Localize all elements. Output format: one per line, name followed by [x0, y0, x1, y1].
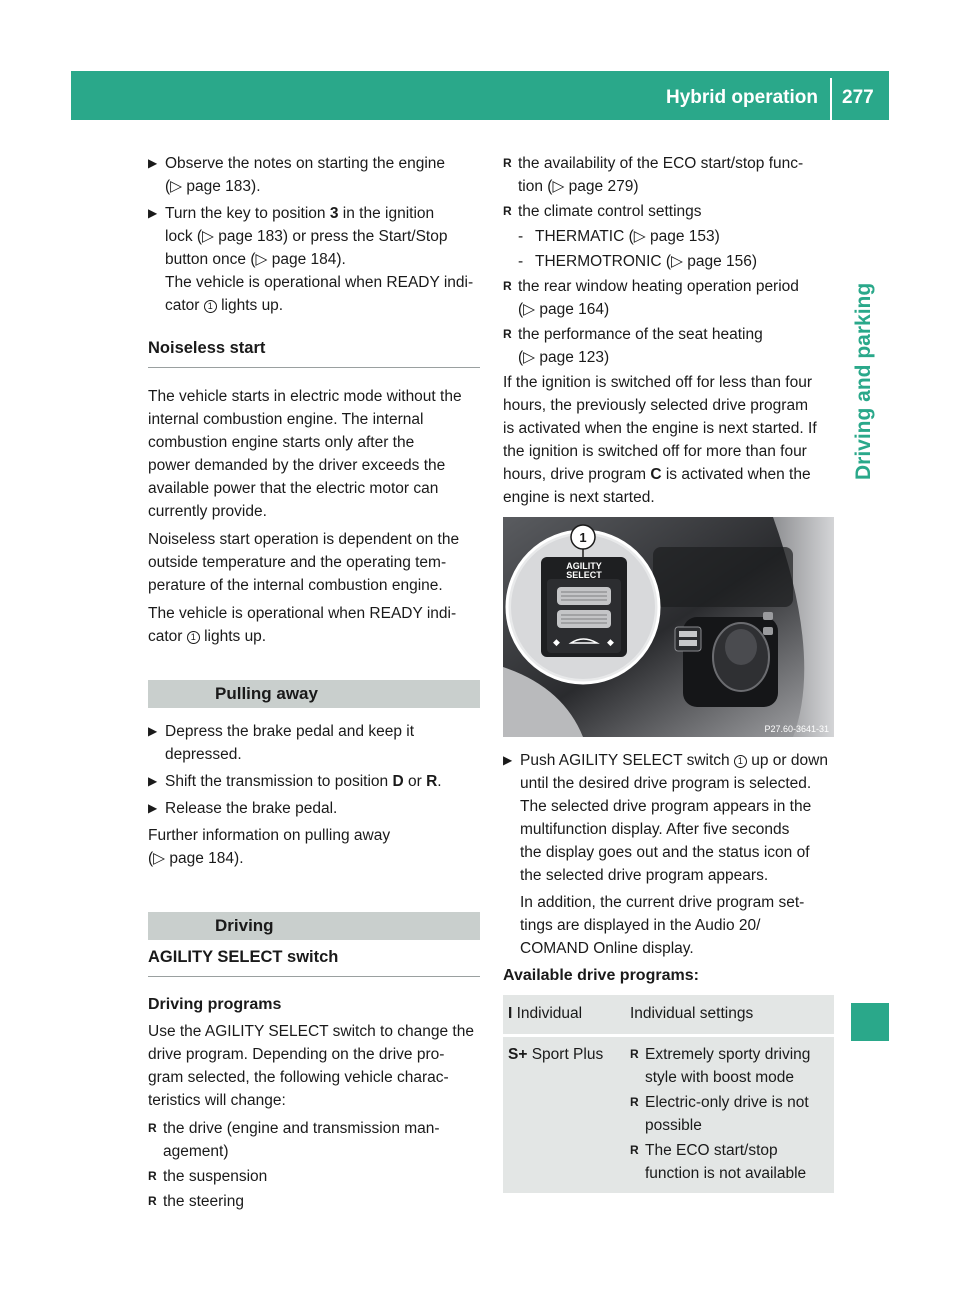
- step-brake: ▶ Depress the brake pedal and keep it depressed.: [148, 720, 480, 766]
- r-bullet-icon: R: [630, 1047, 639, 1061]
- side-tab-square: [851, 1003, 889, 1041]
- step-push-agility: ▶ Push AGILITY SELECT switch 1 up or down until the desired drive program is selected. The selected drive program appears in the multifunction display. After five seconds the display goes out and the status icon of the selected drive program appears. In addition, the current drive program set- tings are displayed in the Audio 20/ COMAND Online display.: [503, 749, 834, 960]
- ignition-paragraph: If the ignition is switched off for less than four hours, the previously selected drive program is activated when the engine is next started. If the ignition is switched off for more than four hours, drive program C is activated when the engine is next started.: [503, 374, 817, 506]
- available-programs-heading: Available drive programs:: [503, 967, 699, 984]
- play-arrow-icon: ▶: [503, 753, 513, 767]
- r-bullet-icon: R: [503, 204, 512, 218]
- list-item: - THERMOTRONIC (▷ page 156): [518, 253, 758, 270]
- step-turn-key: ▶ Turn the key to position 3 in the ignition lock (▷ page 183) or press the Start/Stop button once (▷ page 184). The vehicle is operational when READY indi- cator 1 lights up.: [148, 202, 480, 317]
- list-item: R the rear window heating operation period (▷ page 164): [503, 275, 834, 321]
- play-arrow-icon: ▶: [148, 801, 158, 815]
- r-bullet-icon: R: [148, 1169, 157, 1183]
- side-tab-label: Driving and parking: [852, 282, 875, 480]
- list-item: - THERMATIC (▷ page 153): [518, 228, 720, 245]
- agility-heading: AGILITY SELECT switch: [148, 946, 480, 977]
- r-bullet-icon: R: [630, 1095, 639, 1109]
- r-bullet-icon: R: [148, 1121, 157, 1135]
- svg-text:◆: ◆: [607, 637, 614, 647]
- list-item: R the performance of the seat heating (▷ page 123): [503, 323, 834, 369]
- list-item: R the drive (engine and transmission man- agement): [148, 1117, 480, 1163]
- agility-select-photo: [503, 517, 834, 737]
- driving-heading: Driving: [148, 912, 480, 940]
- step-shift: ▶ Shift the transmission to position D or R.: [148, 770, 480, 793]
- r-bullet-icon: R: [503, 156, 512, 170]
- circled-1-icon: 1: [734, 755, 747, 768]
- noiseless-p1: The vehicle starts in electric mode without the internal combustion engine. The internal combustion engine starts only after the power demanded by the driver exceeds the available power that the electric motor can currently provide.: [148, 388, 462, 520]
- list-item: R the climate control settings: [503, 200, 834, 223]
- table-row: I Individual Individual settings: [503, 995, 834, 1034]
- switch-label-1: AGILITY: [566, 561, 602, 571]
- driving-programs-heading: Driving programs: [148, 996, 282, 1013]
- play-arrow-icon: ▶: [148, 724, 158, 738]
- header-divider: [830, 78, 832, 120]
- further-info: Further information on pulling away (▷ page 184).: [148, 827, 391, 867]
- left-column: [148, 152, 480, 1215]
- step-release: ▶ Release the brake pedal.: [148, 797, 480, 820]
- list-item: R the suspension: [148, 1165, 480, 1188]
- noiseless-heading: Noiseless start: [148, 337, 480, 368]
- pulling-away-heading: Pulling away: [148, 680, 480, 708]
- play-arrow-icon: ▶: [148, 774, 158, 788]
- driving-programs-text: Use the AGILITY SELECT switch to change the drive program. Depending on the drive pro- gram selected, the following vehicle charac- teristics will change:: [148, 1023, 474, 1109]
- circled-1-icon: 1: [204, 300, 217, 313]
- console-illustration: [503, 517, 834, 737]
- step-observe: ▶ Observe the notes on starting the engine (▷ page 183).: [148, 152, 480, 198]
- callout-1: 1: [579, 530, 587, 545]
- list-item: R the availability of the ECO start/stop func- tion (▷ page 279): [503, 152, 834, 198]
- page-number: 277: [842, 87, 874, 108]
- r-bullet-icon: R: [630, 1143, 639, 1157]
- table-row: S+ Sport Plus R Extremely sporty driving style with boost mode R Electric-only drive is not possible R The ECO start/stop function is not available: [503, 1037, 834, 1193]
- noiseless-p2: Noiseless start operation is dependent on the outside temperature and the operating tem- perature of the internal combustion engine.: [148, 531, 460, 594]
- noiseless-p3: The vehicle is operational when READY indi- cator 1 lights up.: [148, 605, 457, 645]
- list-item: R the steering: [148, 1190, 480, 1213]
- drive-programs-table: [503, 995, 834, 1193]
- svg-text:◆: ◆: [553, 637, 560, 647]
- right-column: [503, 152, 834, 1193]
- circled-1-icon: 1: [187, 631, 200, 644]
- play-arrow-icon: ▶: [148, 206, 158, 220]
- photo-ref-code: P27.60-3641-31: [764, 724, 829, 734]
- play-arrow-icon: ▶: [148, 156, 158, 170]
- r-bullet-icon: R: [503, 327, 512, 341]
- switch-label-2: SELECT: [566, 570, 602, 580]
- header-title: Hybrid operation: [665, 87, 818, 108]
- r-bullet-icon: R: [148, 1194, 157, 1208]
- r-bullet-icon: R: [503, 279, 512, 293]
